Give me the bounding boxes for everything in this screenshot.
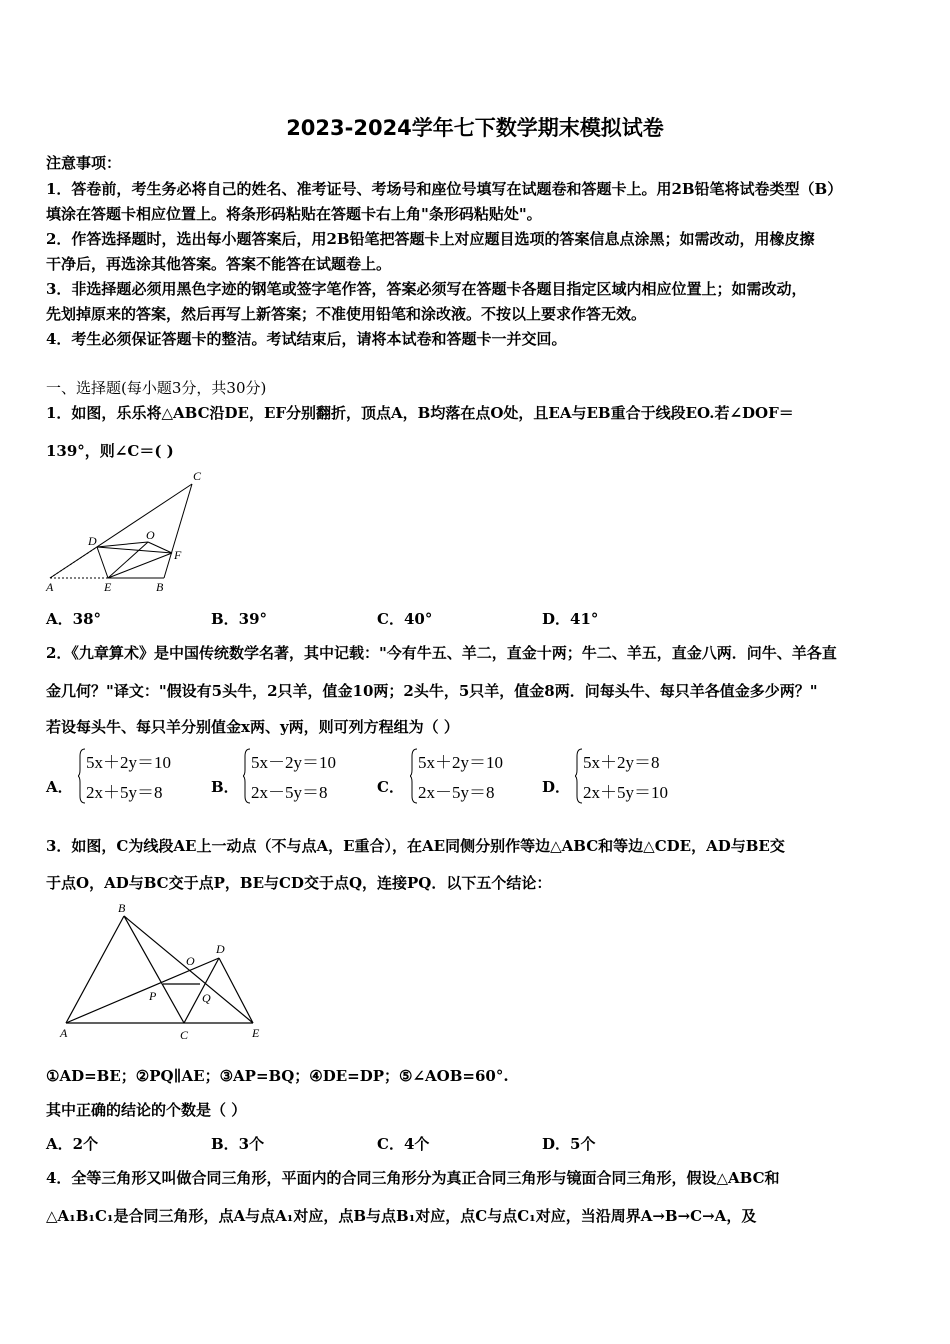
q3-option-d[interactable]: D．5个 (542, 1135, 596, 1153)
q3-figure (52, 898, 272, 1048)
label-o: O (146, 528, 155, 542)
brace-icon (410, 748, 418, 804)
q3-option-b[interactable]: B．3个 (211, 1135, 265, 1153)
equation-1: 5x－2y＝10 (251, 753, 336, 772)
equation-1: 5x＋2y＝8 (583, 753, 660, 772)
q1-text: 1．如图，乐乐将△ABC沿DE，EF分别翻折，顶点A，B均落在点O处，且EA与EB重合于线段EO.若∠DOF＝ (46, 404, 794, 422)
label-c: C (193, 469, 202, 483)
section-heading: 一、选择题(每小题3分，共30分) (46, 379, 267, 397)
label-f: F (174, 548, 182, 562)
q4-text: △A₁B₁C₁是合同三角形，点A与点A₁对应，点B与点B₁对应，点C与点C₁对应，当沿周界A→B→C→A，及 (46, 1207, 757, 1225)
q2-option-d-label[interactable]: D． (542, 778, 571, 796)
label-a: A (60, 1026, 68, 1040)
notice-line: 1．答卷前，考生务必将自己的姓名、准考证号、考场号和座位号填写在试题卷和答题卡上。用2B铅笔将试卷类型（B） (46, 180, 843, 198)
label-b: B (118, 901, 126, 915)
label-q: Q (202, 991, 211, 1005)
equation-2: 2x＋5y＝8 (86, 783, 163, 802)
label-o: O (186, 954, 195, 968)
q1-option-b[interactable]: B．39° (211, 610, 268, 628)
q1-text: 139°，则∠C＝( ) (46, 442, 174, 460)
q1-option-a[interactable]: A．38° (46, 610, 102, 628)
brace-icon (575, 748, 583, 804)
q1-figure (40, 465, 215, 600)
label-d: D (88, 534, 97, 548)
q2-option-a-label[interactable]: A． (46, 778, 73, 796)
q2-text: 金几何？"译文："假设有5头牛，2只羊，值金10两；2头牛，5只羊，值金8两．问每头牛、每只羊各值金多少两？" (46, 682, 818, 700)
q2-text: 2．《九章算术》是中国传统数学名著，其中记载："今有牛五、羊二，直金十两；牛二、羊五，直金八两．问牛、羊各直 (46, 644, 837, 662)
q1-option-d[interactable]: D．41° (542, 610, 599, 628)
q2-option-b-label[interactable]: B． (211, 778, 239, 796)
q2-option-d-system[interactable] (575, 748, 695, 804)
equation-1: 5x＋2y＝10 (86, 753, 171, 772)
q3-text: 3．如图，C为线段AE上一动点（不与点A，E重合），在AE同侧分别作等边△ABC和等边△CDE，AD与BE交 (46, 837, 785, 855)
notice-line: 填涂在答题卡相应位置上。将条形码粘贴在答题卡右上角"条形码粘贴处"。 (46, 205, 542, 223)
q2-option-b-system[interactable] (243, 748, 363, 804)
q3-option-a[interactable]: A．2个 (46, 1135, 99, 1153)
equation-2: 2x－5y＝8 (418, 783, 495, 802)
notice-line: 干净后，再选涂其他答案。答案不能答在试题卷上。 (46, 255, 392, 273)
label-p: P (149, 989, 157, 1003)
q3-option-c[interactable]: C．4个 (377, 1135, 430, 1153)
q3-conclusions: ①AD=BE；②PQ∥AE；③AP=BQ；④DE=DP；⑤∠AOB=60°. (46, 1067, 509, 1085)
q2-text: 若设每头牛、每只羊分别值金x两、y两，则可列方程组为（ ） (46, 718, 459, 736)
q2-option-c-label[interactable]: C． (377, 778, 404, 796)
q3-question: 其中正确的结论的个数是（ ） (46, 1101, 247, 1119)
equation-2: 2x＋5y＝10 (583, 783, 668, 802)
q2-option-c-system[interactable] (410, 748, 530, 804)
q2-option-a-system[interactable] (78, 748, 198, 804)
equation-2: 2x－5y＝8 (251, 783, 328, 802)
label-b: B (156, 580, 164, 594)
equation-1: 5x＋2y＝10 (418, 753, 503, 772)
brace-icon (243, 748, 251, 804)
notice-line: 2．作答选择题时，选出每小题答案后，用2B铅笔把答题卡上对应题目选项的答案信息点涂黑；如需改动，用橡皮擦 (46, 230, 815, 248)
brace-icon (78, 748, 86, 804)
label-d: D (216, 942, 225, 956)
notice-line: 3．非选择题必须用黑色字迹的钢笔或签字笔作答，答案必须写在答题卡各题目指定区域内相应位置上；如需改动， (46, 280, 807, 298)
notice-line: 4．考生必须保证答题卡的整洁。考试结束后，请将本试卷和答题卡一并交回。 (46, 330, 567, 348)
label-c: C (180, 1028, 189, 1042)
label-e: E (104, 580, 112, 594)
q1-option-c[interactable]: C．40° (377, 610, 433, 628)
label-e: E (252, 1026, 260, 1040)
notice-heading: 注意事项： (46, 154, 122, 172)
notice-line: 先划掉原来的答案，然后再写上新答案；不准使用铅笔和涂改液。不按以上要求作答无效。 (46, 305, 647, 323)
page-title: 2023-2024学年七下数学期末模拟试卷 (286, 116, 664, 140)
q4-text: 4．全等三角形又叫做合同三角形，平面内的合同三角形分为真正合同三角形与镜面合同三角形，假设△ABC和 (46, 1169, 780, 1187)
q3-text: 于点O，AD与BC交于点P，BE与CD交于点Q，连接PQ．以下五个结论： (46, 874, 552, 892)
label-a: A (46, 580, 54, 594)
